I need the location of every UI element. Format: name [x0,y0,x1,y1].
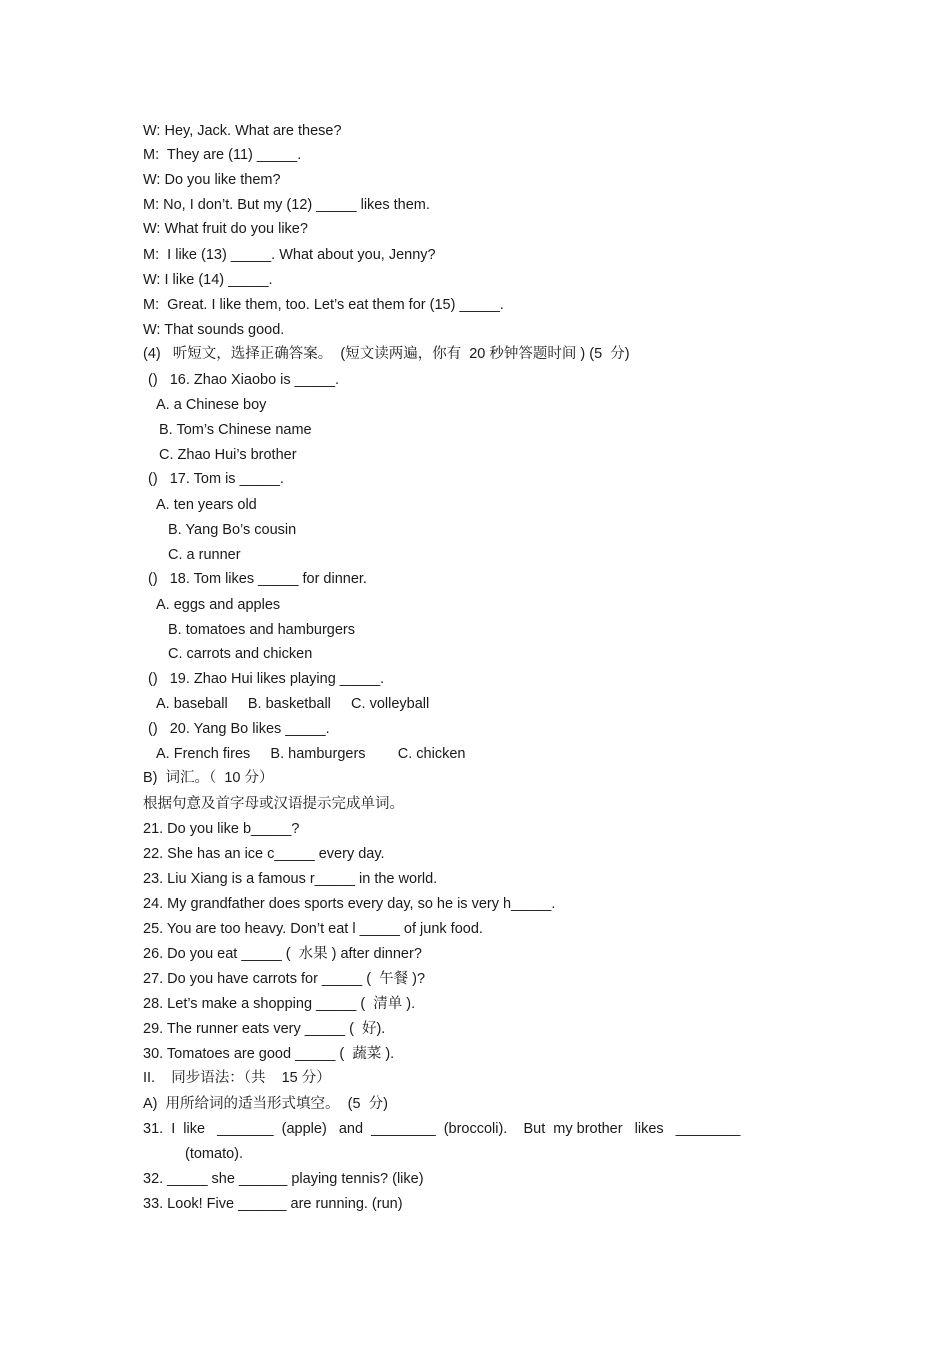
option: B. tomatoes and hamburgers [168,622,355,638]
question-32: 32. _____ she ______ playing tennis? (like) [143,1171,424,1187]
question-17: () 17. Tom is _____. [148,471,284,487]
question-27: 27. Do you have carrots for _____ ( 午餐 )? [143,971,426,987]
instruction: A) 用所给词的适当形式填空。 (5 分) [143,1096,388,1112]
question-31-continued: (tomato). [185,1146,244,1162]
option: C. carrots and chicken [168,646,313,662]
question-26: 26. Do you eat _____ ( 水果 ) after dinner? [143,946,422,962]
option-row: A. baseball B. basketball C. volleyball [156,696,430,712]
option-row: A. French fires B. hamburgers C. chicken [156,746,466,762]
question-23: 23. Liu Xiang is a famous r_____ in the world. [143,871,438,887]
question-33: 33. Look! Five ______ are running. (run) [143,1196,403,1212]
option: A. a Chinese boy [156,397,267,413]
question-24: 24. My grandfather does sports every day, so he is very h_____. [143,896,556,912]
section-heading: II. 同步语法：（共 15 分） [143,1070,331,1086]
question-28: 28. Let’s make a shopping _____ ( 清单 ). [143,996,416,1012]
question-29: 29. The runner eats very _____ ( 好). [143,1021,386,1037]
dialogue-line: M: I like (13) _____. What about you, Jenny? [143,247,436,263]
dialogue-line: M: Great. I like them, too. Let’s eat them for (15) _____. [143,297,504,313]
dialogue-line: W: That sounds good. [143,322,285,338]
dialogue-line: W: What fruit do you like? [143,221,308,237]
section-heading: B) 词汇。（ 10 分） [143,770,274,786]
dialogue-line: W: I like (14) _____. [143,272,273,288]
question-20: () 20. Yang Bo likes _____. [148,721,330,737]
option: A. eggs and apples [156,597,281,613]
option: A. ten years old [156,497,257,513]
option: B. Tom’s Chinese name [159,422,312,438]
dialogue-line: M: They are (11) _____. [143,147,302,163]
question-25: 25. You are too heavy. Don’t eat l _____ of junk food. [143,921,483,937]
question-21: 21. Do you like b_____? [143,821,300,837]
question-16: () 16. Zhao Xiaobo is _____. [148,372,340,388]
dialogue-line: M: No, I don’t. But my (12) _____ likes them. [143,197,430,213]
dialogue-line: W: Do you like them? [143,172,281,188]
option: B. Yang Bo’s cousin [168,522,297,538]
instruction: 根据句意及首字母或汉语提示完成单词。 [143,796,404,812]
section-heading: (4) 听短文，选择正确答案。 (短文读两遍，你有 20 秒钟答题时间 ) (5 分) [143,346,630,362]
option: C. Zhao Hui’s brother [159,447,297,463]
question-22: 22. She has an ice c_____ every day. [143,846,385,862]
question-31: 31. I like _______ (apple) and ________ (broccoli). But my brother likes ________ [143,1121,741,1137]
question-30: 30. Tomatoes are good _____ ( 蔬菜 ). [143,1046,395,1062]
question-18: () 18. Tom likes _____ for dinner. [148,571,367,587]
question-19: () 19. Zhao Hui likes playing _____. [148,671,385,687]
dialogue-line: W: Hey, Jack. What are these? [143,123,342,139]
option: C. a runner [168,547,241,563]
